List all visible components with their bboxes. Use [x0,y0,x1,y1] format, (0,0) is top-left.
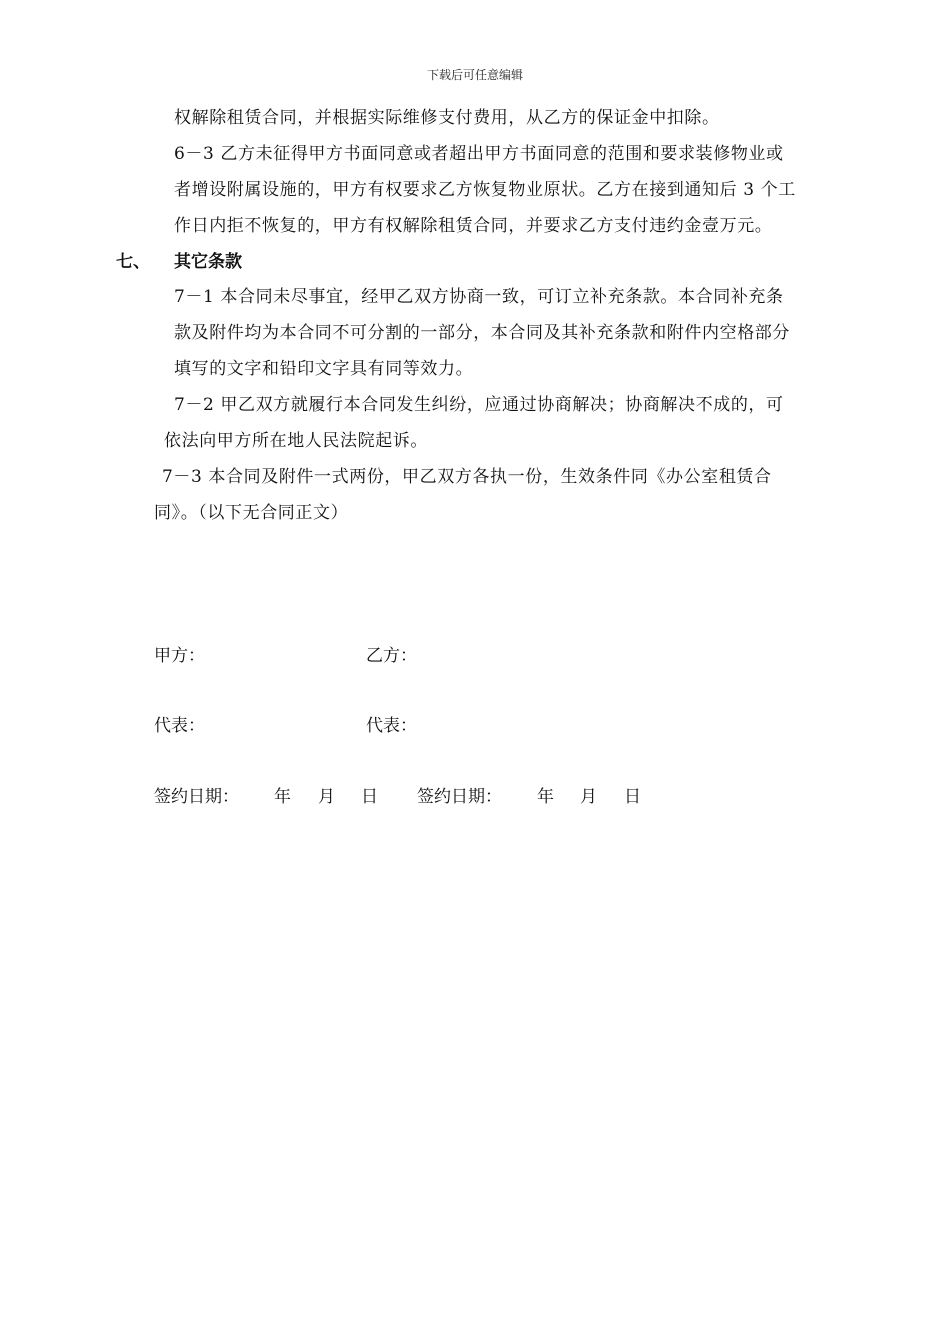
rep-b-label: 代表： [366,716,417,736]
sign-date-a-label: 签约日期： [154,787,239,807]
sign-date-a-month: 月 [318,787,335,807]
para-6-2-continued: 权解除租赁合同，并根据实际维修支付费用，从乙方的保证金中扣除。 [174,108,720,128]
para-6-3-line-2: 者增设附属设施的，甲方有权要求乙方恢复物业原状。乙方在接到通知后 3 个工 [174,180,796,200]
para-6-3-line-3: 作日内拒不恢复的，甲方有权解除租赁合同，并要求乙方支付违约金壹万元。 [174,216,773,236]
section-number: 七、 [116,252,150,272]
para-7-1-line-3: 填写的文字和铅印文字具有同等效力。 [174,359,474,379]
party-a-label: 甲方： [154,646,205,666]
para-7-3-line-1: 7－3 本合同及附件一式两份，甲乙双方各执一份，生效条件同《办公室租赁合 [162,467,772,487]
sign-date-b-month: 月 [580,787,597,807]
para-7-2-line-1: 7－2 甲乙双方就履行本合同发生纠纷，应通过协商解决；协商解决不成的，可 [174,395,784,415]
para-7-2-line-2: 依法向甲方所在地人民法院起诉。 [164,431,428,451]
para-7-1-line-2: 款及附件均为本合同不可分割的一部分，本合同及其补充条款和附件内空格部分 [174,323,790,343]
page-header: 下载后可任意编辑 [426,68,523,82]
sign-date-b-day: 日 [624,787,641,807]
party-b-label: 乙方： [366,646,417,666]
sign-date-a-year: 年 [274,787,291,807]
sign-date-b-year: 年 [537,787,554,807]
para-7-1-line-1: 7－1 本合同未尽事宜，经甲乙双方协商一致，可订立补充条款。本合同补充条 [174,287,784,307]
para-7-3-line-2: 同》。（以下无合同正文） [154,503,349,523]
para-6-3-line-1: 6－3 乙方未征得甲方书面同意或者超出甲方书面同意的范围和要求装修物业或 [174,144,784,164]
section-heading [116,250,242,274]
sign-date-b-label: 签约日期： [417,787,502,807]
sign-date-a-day: 日 [361,787,378,807]
section-title: 其它条款 [174,252,242,272]
rep-a-label: 代表： [154,716,205,736]
